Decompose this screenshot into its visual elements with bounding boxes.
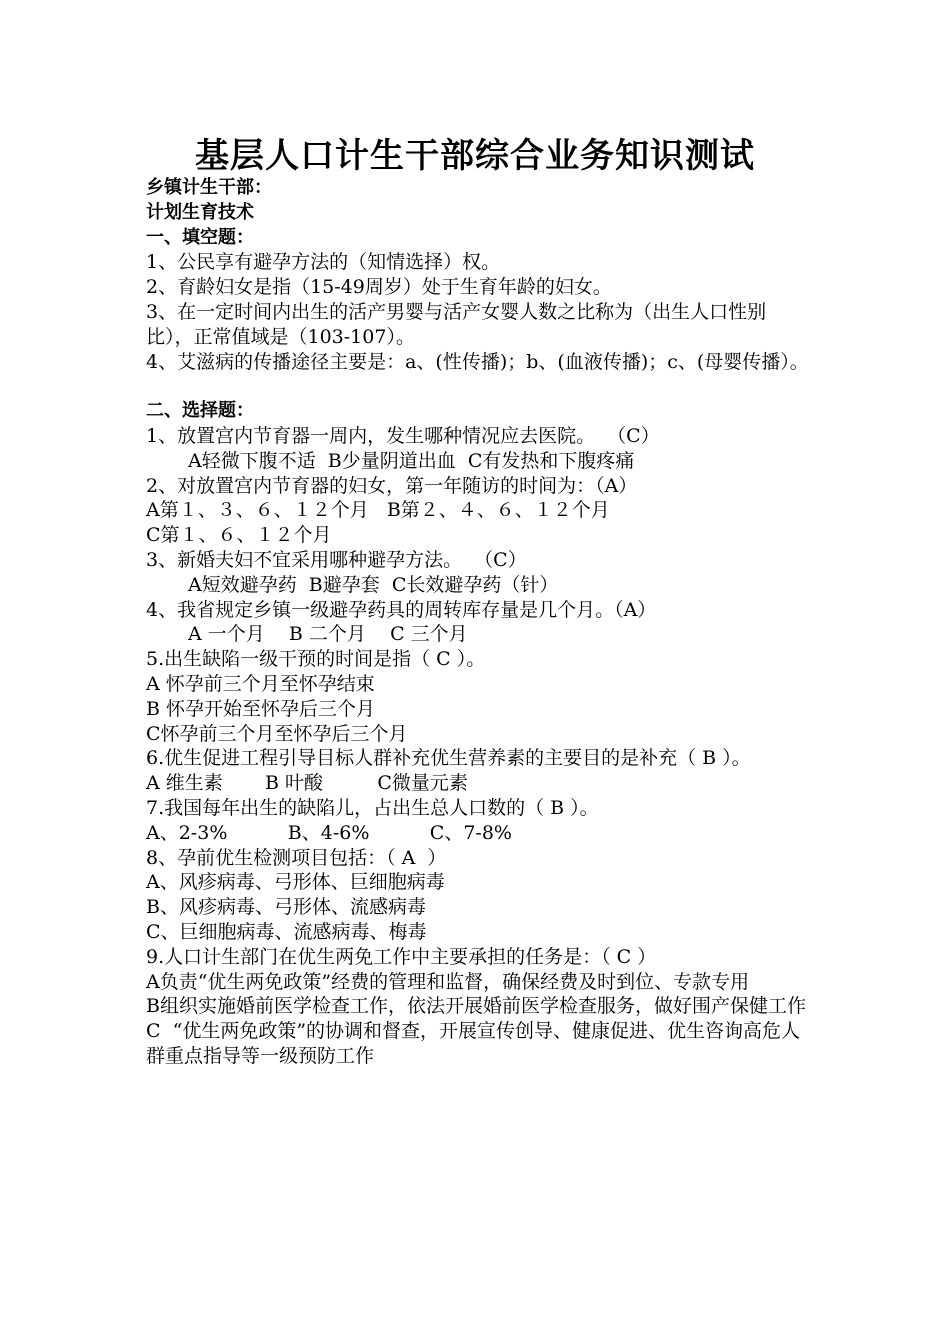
question-7: 7.我国每年出生的缺陷儿，占出生总人口数的（ B ）。 bbox=[146, 796, 599, 819]
question-6-options: A 维生素 B 叶酸 C微量元素 bbox=[146, 772, 468, 795]
question-9: 9.人口计生部门在优生两免工作中主要承担的任务是：（ C ） bbox=[146, 945, 657, 968]
question-1-options: A轻微下腹不适 B少量阴道出血 C有发热和下腹疼痛 bbox=[188, 449, 635, 472]
question-7-options: A、2-3% B、4-6% C、7-8% bbox=[146, 821, 512, 844]
question-8-option-c: C、巨细胞病毒、流感病毒、梅毒 bbox=[146, 920, 427, 943]
question-5-option-b: B 怀孕开始至怀孕后三个月 bbox=[146, 697, 376, 720]
question-8-option-b: B、风疹病毒、弓形体、流感病毒 bbox=[146, 896, 426, 919]
fill-blank-item-1: 1、公民享有避孕方法的（知情选择）权。 bbox=[146, 251, 501, 274]
subtitle-audience: 乡镇计生干部： bbox=[146, 177, 272, 198]
question-9-option-c: C “优生两免政策”的协调和督查，开展宣传创导、健康促进、优生咨询高危人群重点指导等一级预防工作 bbox=[146, 1020, 801, 1067]
fill-blank-item-2: 2、育龄妇女是指（15-49周岁）处于生育年龄的妇女。 bbox=[146, 276, 612, 299]
document-body bbox=[146, 176, 811, 1069]
question-6: 6.优生促进工程引导目标人群补充优生营养素的主要目的是补充（ B ）。 bbox=[146, 747, 751, 770]
page-title: 基层人口计生干部综合业务知识测试 bbox=[195, 136, 755, 176]
question-1: 1、放置宫内节育器一周内，发生哪种情况应去医院。 （C） bbox=[146, 424, 660, 447]
section-choice-heading: 二、选择题： bbox=[146, 400, 254, 422]
question-9-option-a: A负责“优生两免政策”经费的管理和监督，确保经费及时到位、专款专用 bbox=[146, 970, 750, 993]
question-3-options: A短效避孕药 B避孕套 C长效避孕药（针） bbox=[188, 573, 559, 596]
question-4-options: A 一个月 B 二个月 C 三个月 bbox=[188, 623, 468, 646]
question-2-options-a-b: A第１、３、６、１２个月 B第２、４、６、１２个月 bbox=[146, 499, 610, 522]
fill-blank-item-4: 4、艾滋病的传播途径主要是：a、(性传播)；b、(血液传播)；c、(母婴传播）。 bbox=[146, 350, 809, 373]
section-fill-blank-heading: 一、填空题： bbox=[146, 226, 254, 248]
question-8: 8、孕前优生检测项目包括：（ A ） bbox=[146, 846, 447, 869]
question-3: 3、新婚夫妇不宜采用哪种避孕方法。 （C） bbox=[146, 548, 527, 571]
fill-blank-item-3: 3、在一定时间内出生的活产男婴与活产女婴人数之比称为（出生人口性别比），正常值域是（103-107）。 bbox=[146, 300, 767, 348]
question-9-option-b: B组织实施婚前医学检查工作，依法开展婚前医学检查服务，做好围产保健工作 bbox=[146, 995, 806, 1018]
blank-line bbox=[146, 374, 811, 399]
question-5: 5.出生缺陷一级干预的时间是指（ C ）。 bbox=[146, 648, 486, 671]
question-5-option-c: C怀孕前三个月至怀孕后三个月 bbox=[146, 722, 408, 745]
question-4: 4、我省规定乡镇一级避孕药具的周转库存量是几个月。（A） bbox=[146, 598, 657, 621]
question-5-option-a: A 怀孕前三个月至怀孕结束 bbox=[146, 672, 375, 695]
question-2: 2、对放置宫内节育器的妇女，第一年随访的时间为：（A） bbox=[146, 474, 638, 497]
question-2-options-c: C第１、６、１２个月 bbox=[146, 524, 332, 547]
question-8-option-a: A、风疹病毒、弓形体、巨细胞病毒 bbox=[146, 871, 445, 894]
subtitle-topic: 计划生育技术 bbox=[146, 201, 254, 223]
